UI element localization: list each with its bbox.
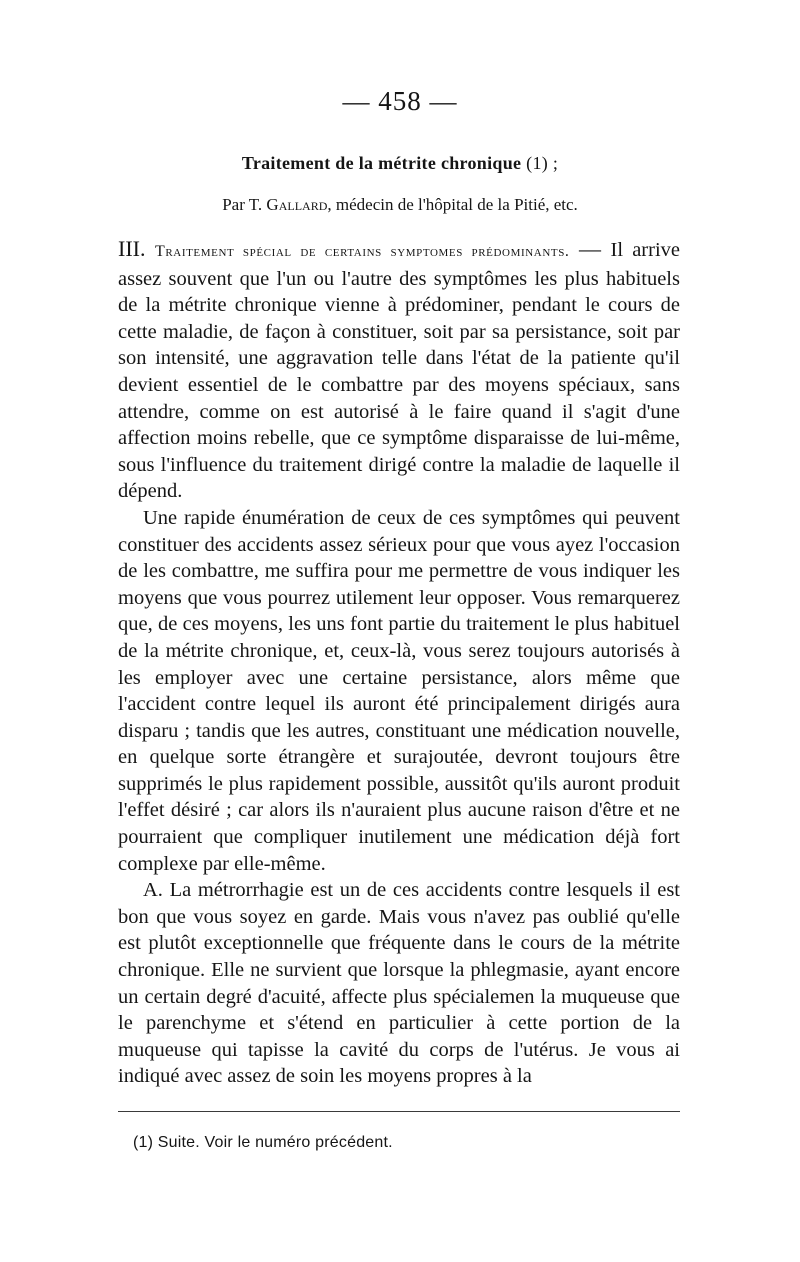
footnote: (1) Suite. Voir le numéro précédent. bbox=[133, 1134, 393, 1151]
article-title-text: Traitement de la métrite chronique bbox=[241, 153, 522, 173]
footnote-reference: (1) ; bbox=[521, 153, 559, 173]
article-title bbox=[0, 153, 800, 174]
byline bbox=[0, 195, 800, 215]
footnote-separator bbox=[118, 1111, 680, 1112]
paragraph-1-text: Il arrive assez souvent que l'un ou l'autre des symptômes les plus habituels de la métrite chronique vienne à prédominer, pendant le cours de cette maladie, de façon à constituer, soit par sa persistance, soit par son intensité, une aggravation telle dans l'état de la patiente qu'il devient essentiel de le combattre par des moyens spéciaux, sans attendre, comme on est autorisé à le faire quand il s'agit d'une affection moins rebelle, que ce symptôme disparaisse de lui-même, sous l'influence du traitement dirigé contre la maladie de laquelle il dépend. bbox=[118, 239, 681, 503]
section-numeral: III. bbox=[118, 236, 155, 261]
byline-prefix: Par T. bbox=[222, 195, 267, 214]
page-number: — 458 — bbox=[342, 86, 458, 116]
paragraph-3: A. La métrorrhagie est un de ces accidents contre lesquels il est bon que vous soyez en garde. Mais vous n'avez pas oublié qu'elle est plutôt exceptionnelle que fréquente dans le cours de la métrite chronique. Elle ne survient que lorsque la phlegmasie, ayant encore un certain degré d'acuité, affecte plus spécialemen la muqueuse que le parenchyme et s'étend en particulier à cette portion de la muqueuse qui tapisse la cavité du corps de l'utérus. Je vous ai indiqué avec assez de soin les moyens propres à la bbox=[118, 879, 680, 1088]
byline-affiliation: , médecin de l'hôpital de la Pitié, etc. bbox=[327, 195, 578, 214]
author-name: Gallard bbox=[266, 195, 328, 214]
section-heading-text: Traitement spécial de certains symptomes prédominants. bbox=[155, 243, 570, 260]
section-dash: — bbox=[569, 236, 611, 261]
paragraph-2: Une rapide énumération de ceux de ces symptômes qui peuvent constituer des accidents assez sérieux pour que vous ayez l'occasion de les combattre, me suffira pour me permettre de vous indiquer les moyens que vous pourrez utilement leur opposer. Vous remarquerez que, de ces moyens, les uns font partie du traitement le plus habituel de la métrite chronique, et, ceux-là, vous serez toujours autorisés à les employer avec une certaine persistance, alors même que l'accident contre lequel ils auront été principalement dirigés aura disparu ; tandis que les autres, constituant une médication nouvelle, en quelque sorte étrangère et surajoutée, devront toujours être supprimés le plus rapidement possible, aussitôt qu'ils auront produit l'effet désiré ; car alors ils n'auraient plus aucune raison d'être et ne pourraient que compliquer inutilement une médication déjà fort complexe par elle-même. bbox=[118, 506, 680, 875]
section-heading bbox=[118, 236, 611, 261]
body-text bbox=[118, 236, 680, 1090]
paragraph-1 bbox=[118, 236, 680, 505]
